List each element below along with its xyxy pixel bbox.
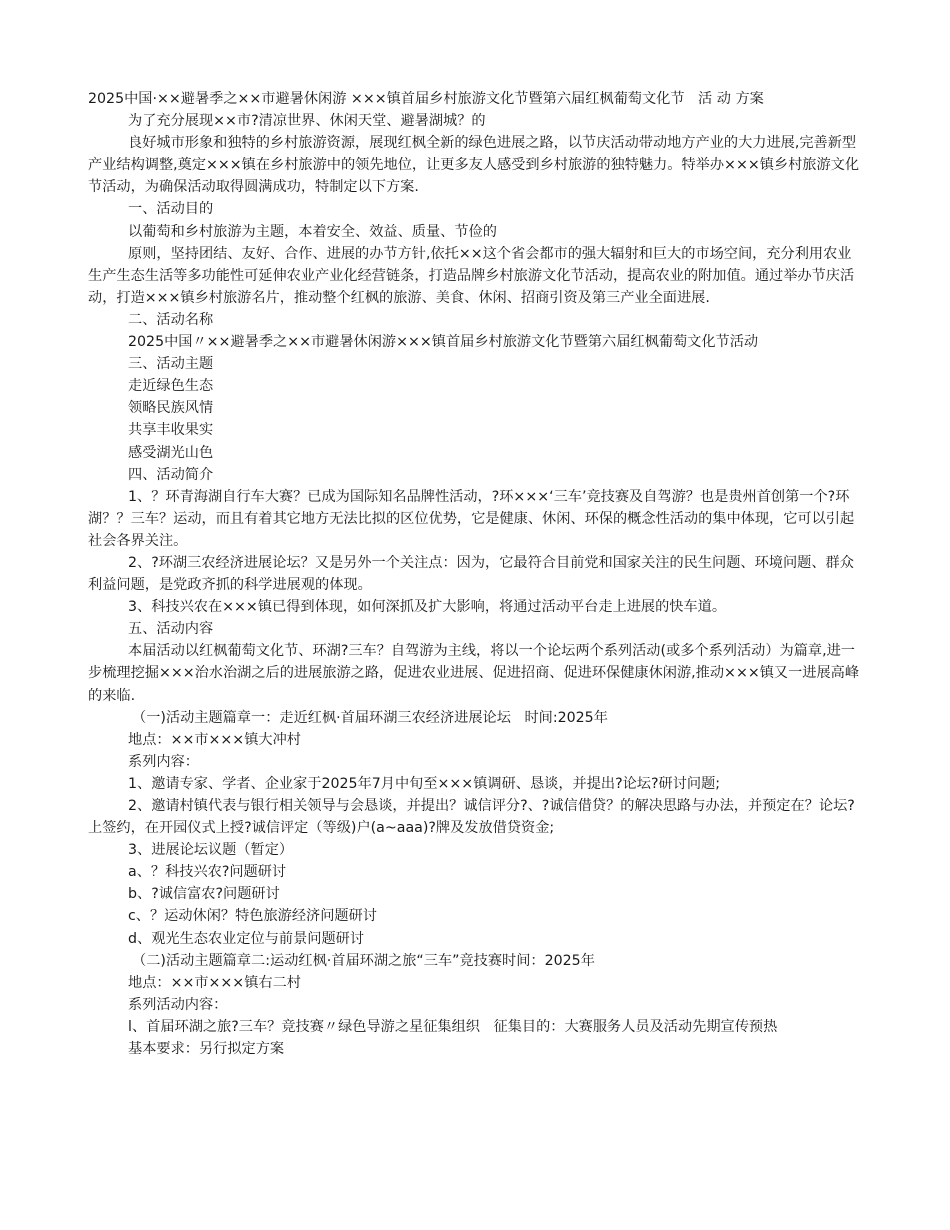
paragraph-intro-2: 良好城市形象和独特的乡村旅游资源，展现红枫全新的绿色进展之路，以节庆活动带动地方产业的大力进展,完善新型产业结构调整,奠定×××镇在乡村旅游中的领先地位，让更多友人感受到乡村旅游的独特魅力。特举办×××镇乡村旅游文化节活动，为确保活动取得圆满成功，特制定以下方案. [88,135,860,196]
paragraph-intro-1: 为了充分展现××市?清凉世界、休闲天堂、避暑湖城？的 [128,113,486,130]
chapter-one-item-1: 1、邀请专家、学者、企业家于2025年7月中旬至×××镇调研、恳谈，并提出?论坛?研讨问题; [128,775,721,792]
section-heading-theme: 三、活动主题 [128,356,214,373]
paragraph-purpose-2: 原则，坚持团结、友好、合作、进展的办节方针,依托××这个省会都市的强大辐射和巨大的市场空间，充分利用农业生产生态生活等多功能性可延伸农业产业化经营链条，打造品牌乡村旅游文化节活动，提高农业的附加值。通过举办节庆活动，打造×××镇乡村旅游名片，推动整个红枫的旅游、美食、休闲、招商引资及第三产业全面进展. [88,245,855,306]
chapter-one-heading: （一)活动主题篇章一：走近红枫·首届环湖三农经济进展论坛 时间:2025年 [132,709,608,726]
paragraph-intro-item-1: 1、？环青海湖自行车大赛？已成为国际知名品牌性活动，?环×××‘三车’竞技赛及自驾游？也是贵州首创第一个?环湖？？三车？运动，而且有着其它地方无法比拟的区位优势，它是健康、休闲、环保的概念性活动的集中体现，它可以引起社会各界关注。 [88,488,855,549]
theme-item: 感受湖光山色 [128,444,214,461]
section-heading-purpose: 一、活动目的 [128,201,214,218]
chapter-two-series-label: 系列活动内容： [128,996,228,1013]
paragraph-content-overview: 本届活动以红枫葡萄文化节、环湖?三车？自驾游为主线，将以一个论坛两个系列活动(或多个系列活动）为篇章,进一步梳理挖掘×××治水治湖之后的进展旅游之路，促进农业进展、促进招商、促进环保健康休闲游,推动×××镇又一进展高峰的来临. [88,643,860,704]
chapter-one-item-2: 2、邀请村镇代表与银行相关领导与会恳谈，并提出？诚信评分?、?诚信借贷？的解决思路与办法，并预定在？论坛?上签约，在开园仪式上授?诚信评定（等级)户(a~aaa)?牌及发放借贷资金; [88,798,855,837]
section-heading-intro: 四、活动简介 [128,466,214,483]
topic-item: a、？科技兴农?问题研讨 [128,864,287,881]
theme-item: 共享丰收果实 [128,422,214,439]
chapter-one-item-3: 3、进展论坛议题（暂定） [128,842,294,859]
chapter-one-series-label: 系列内容： [128,753,199,770]
paragraph-intro-item-2: 2、?环湖三农经济进展论坛？又是另外一个关注点：因为，它最符合目前党和国家关注的民生问题、环境问题、群众利益问题，是党政齐抓的科学进展观的体现。 [88,554,854,594]
chapter-two-heading: （二)活动主题篇章二:运动红枫·首届环湖之旅“三车”竞技赛时间：2025年 [132,952,595,969]
paragraph-purpose-1: 以葡萄和乡村旅游为主题，本着安全、效益、质量、节俭的 [128,223,497,240]
section-heading-content: 五、活动内容 [128,621,214,638]
section-heading-name: 二、活动名称 [128,311,214,328]
theme-item: 走近绿色生态 [128,378,214,395]
document-title: 2025中国·××避暑季之××市避暑休闲游 ×××镇首届乡村旅游文化节暨第六届红枫葡萄文化节 活 动 方案 [88,91,764,107]
topic-item: d、观光生态农业定位与前景问题研讨 [128,930,365,947]
topic-item: c、？运动休闲？特色旅游经济问题研讨 [128,908,377,925]
theme-item: 领略民族风情 [128,400,214,417]
chapter-two-item-1: l、首届环湖之旅?三车？竞技赛〃绿色导游之星征集组织 征集目的：大赛服务人员及活动先期宣传预热 [128,1018,778,1035]
chapter-two-location: 地点：××市×××镇右二村 [128,974,301,991]
topic-item: b、?诚信富农?问题研讨 [128,886,280,903]
chapter-one-location: 地点：××市×××镇大冲村 [128,731,301,748]
paragraph-activity-name: 2025中国〃××避暑季之××市避暑休闲游×××镇首届乡村旅游文化节暨第六届红枫葡萄文化节活动 [128,334,759,351]
chapter-two-requirements: 基本要求：另行拟定方案 [128,1041,285,1058]
paragraph-intro-item-3: 3、科技兴农在×××镇已得到体现，如何深抓及扩大影响，将通过活动平台走上进展的快车道。 [128,599,727,616]
